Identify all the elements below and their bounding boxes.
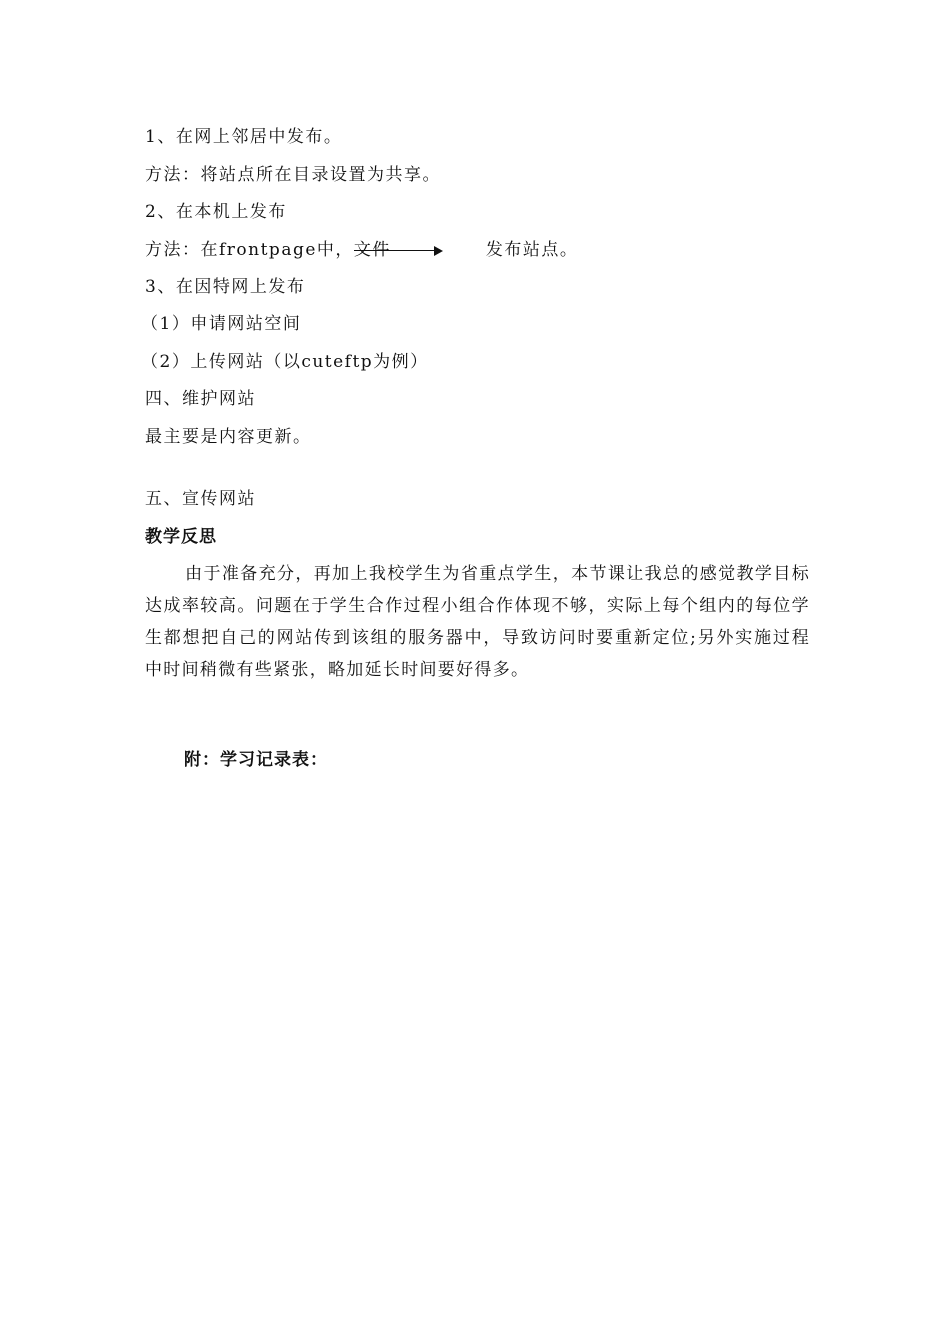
item-3-line: 3、在因特网上发布	[145, 277, 306, 297]
file-menu-text: 文件	[353, 239, 391, 260]
section-4-body: 最主要是内容更新。	[145, 427, 312, 447]
method-2-suffix: 发布站点。	[485, 240, 579, 260]
section-5-heading: 五、宣传网站	[145, 489, 256, 509]
appendix-heading: 附：学习记录表：	[184, 750, 328, 770]
sub-item-2-line: （2）上传网站（以cuteftp为例）	[141, 352, 429, 372]
item-1-line: 1、在网上邻居中发布。	[145, 127, 343, 147]
method-2-prefix: 方法：在frontpage中，	[145, 240, 354, 260]
method-1-line: 方法：将站点所在目录设置为共享。	[145, 165, 441, 185]
item-2-line: 2、在本机上发布	[145, 202, 287, 222]
method-2-line	[145, 239, 578, 261]
sub-item-1-line: （1）申请网站空间	[141, 314, 302, 334]
reflection-paragraph	[145, 558, 810, 686]
arrow-icon	[354, 241, 446, 261]
section-4-heading: 四、维护网站	[145, 389, 256, 409]
reflection-text: 由于准备充分，再加上我校学生为省重点学生，本节课让我总的感觉教学目标达成率较高。问题在于学生合作过程小组合作体现不够，实际上每个组内的每位学生都想把自己的网站传到该组的服务器中，导致访问时要重新定位;另外实施过程中时间稍微有些紧张，略加延长时间要好得多。	[145, 564, 810, 680]
reflection-heading: 教学反思	[145, 527, 217, 547]
